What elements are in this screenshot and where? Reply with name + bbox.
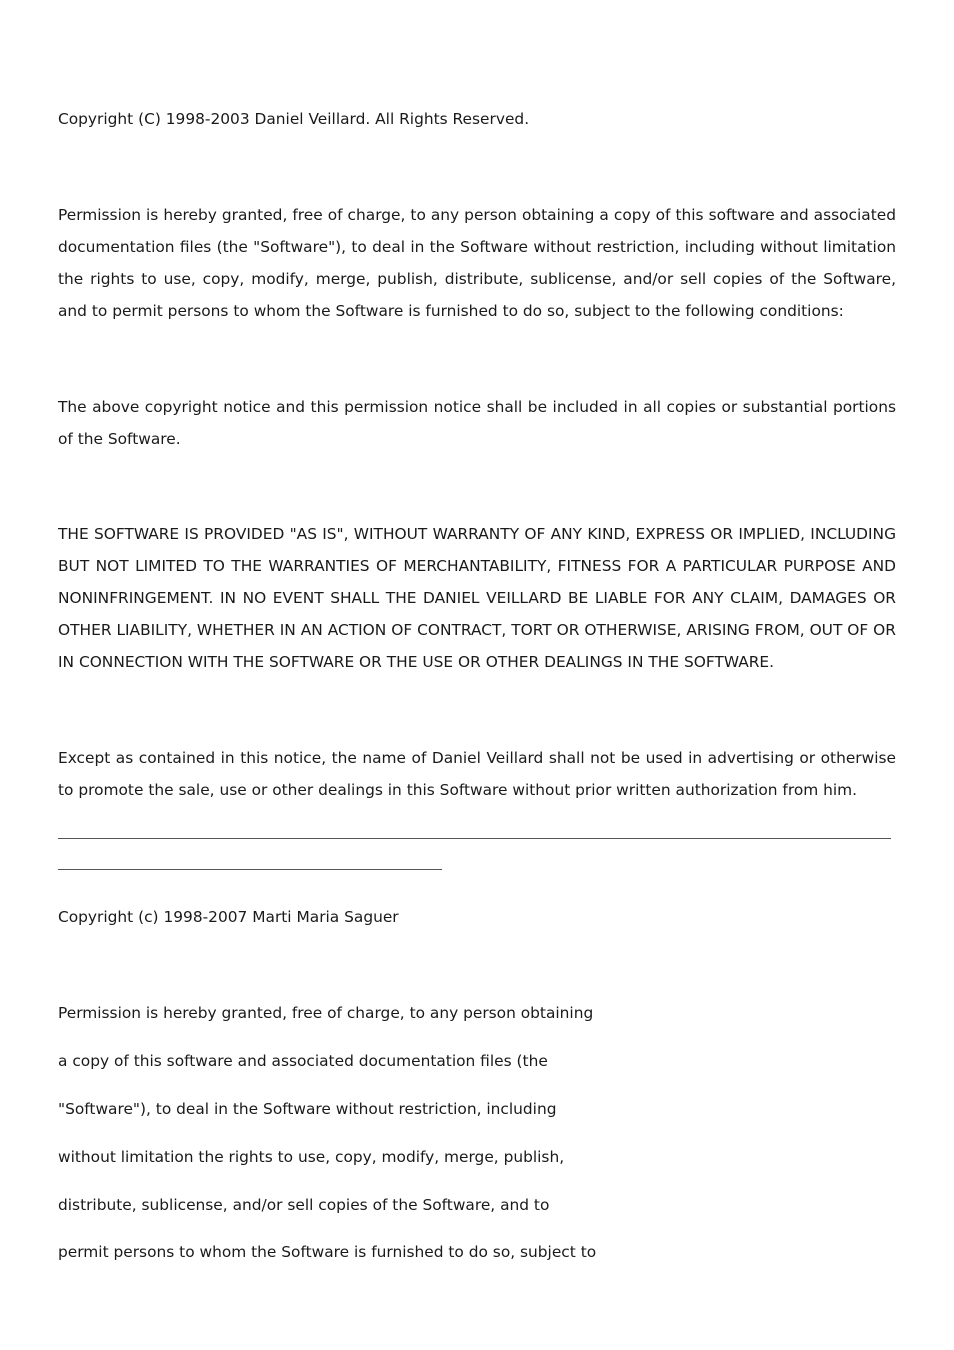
- permission-line: Permission is hereby granted, free of charge, to any person obtaining: [58, 1004, 594, 1022]
- separator-rule-long: [58, 838, 891, 839]
- copyright-saguer: Copyright (c) 1998-2007 Marti Maria Saguer: [58, 908, 399, 926]
- notice-paragraph-veillard: The above copyright notice and this permission notice shall be included in all copies or substantial portions of the Software.: [58, 398, 896, 448]
- exception-paragraph-veillard: Except as contained in this notice, the name of Daniel Veillard shall not be used in advertising or otherwise to promote the sale, use or other dealings in this Software without prior written authorization from him.: [58, 749, 896, 799]
- permission-line: distribute, sublicense, and/or sell copies of the Software, and to: [58, 1196, 550, 1214]
- permission-line: without limitation the rights to use, copy, modify, merge, publish,: [58, 1148, 565, 1166]
- permission-line: "Software"), to deal in the Software without restriction, including: [58, 1100, 557, 1118]
- permission-line: a copy of this software and associated documentation files (the: [58, 1052, 548, 1070]
- permission-paragraph-veillard: Permission is hereby granted, free of charge, to any person obtaining a copy of this software and associated documentation files (the "Software"), to deal in the Software without restriction, including without limitation the rights to use, copy, modify, merge, publish, distribute, sublicense, and/or sell copies of the Software, and to permit persons to whom the Software is furnished to do so, subject to the following conditions:: [58, 206, 896, 320]
- separator-rule-short: [58, 869, 442, 870]
- copyright-veillard: Copyright (C) 1998-2003 Daniel Veillard. All Rights Reserved.: [58, 110, 530, 128]
- permission-line: permit persons to whom the Software is furnished to do so, subject to: [58, 1243, 597, 1261]
- warranty-paragraph-veillard: THE SOFTWARE IS PROVIDED "AS IS", WITHOUT WARRANTY OF ANY KIND, EXPRESS OR IMPLIED, INCLUDING BUT NOT LIMITED TO THE WARRANTIES OF MERCHANTABILITY, FITNESS FOR A PARTICULAR PURPOSE AND NONINFRINGEMENT. IN NO EVENT SHALL THE DANIEL VEILLARD BE LIABLE FOR ANY CLAIM, DAMAGES OR OTHER LIABILITY, WHETHER IN AN ACTION OF CONTRACT, TORT OR OTHERWISE, ARISING FROM, OUT OF OR IN CONNECTION WITH THE SOFTWARE OR THE USE OR OTHER DEALINGS IN THE SOFTWARE.: [58, 525, 896, 671]
